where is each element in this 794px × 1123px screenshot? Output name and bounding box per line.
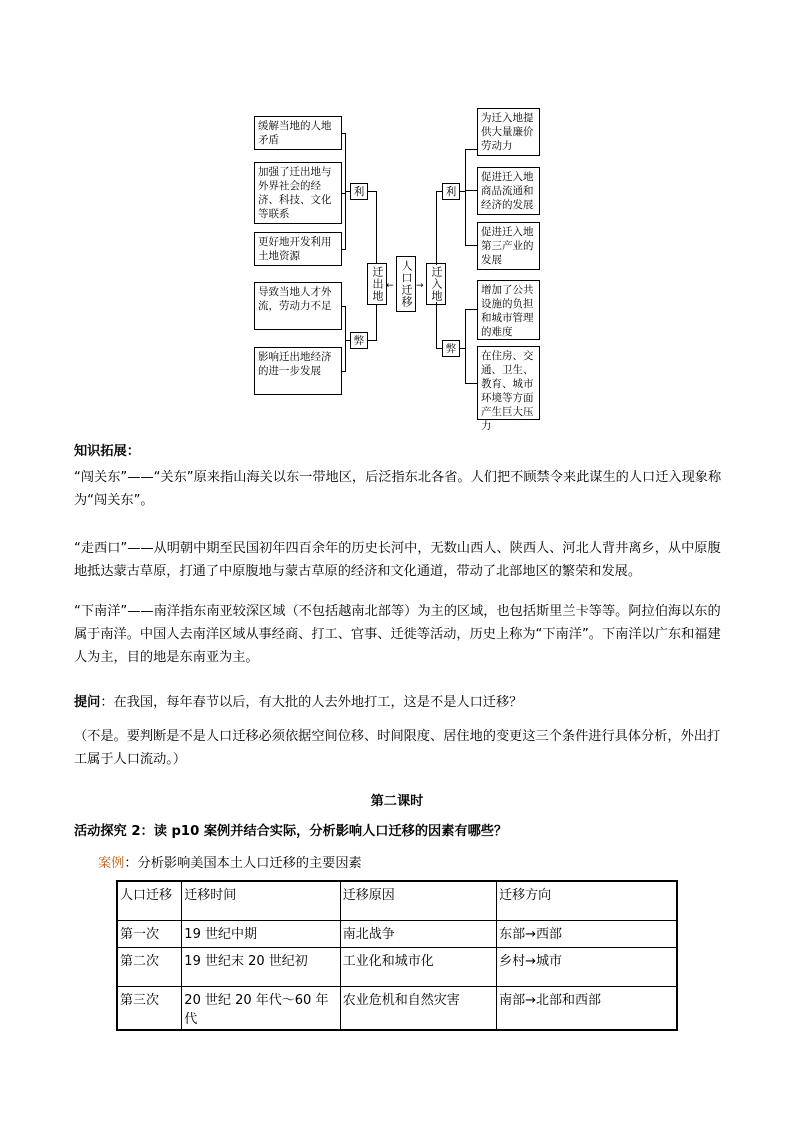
dest-pro-item-1: 为迁入地提供大量廉价劳动力 [477,108,540,156]
lesson2-title: 第二课时 [370,794,424,809]
table-cell: 工业化和城市化 [340,948,496,987]
answer: （不是。要判断是不是人口迁移必须依据空间位移、时间限度、居住地的变更这三个条件进行具体分析，外出打工属于人口流动。） [74,729,721,767]
table-cell: 19 世纪中期 [182,921,340,948]
center-label: 人口迁移 [396,256,416,312]
table-cell: 南部→北部和西部 [497,987,677,1031]
case-label: 案例 [98,856,125,871]
paragraph-zouxikou: “走西口”——从明朝中期至民国初年四百余年的历史长河中，无数山西人、陕西人、河北人背井离乡，从中原腹地抵达蒙古草原，打通了中原腹地与蒙古草原的经济和文化通道，带动了北部地区的繁荣和发展。 [74,541,721,579]
table-cell: 第一次 [117,921,182,948]
origin-pro-item-3: 更好地开发利用土地资源 [254,232,342,266]
question-label: 提问 [74,695,101,710]
table-header: 迁移原因 [340,881,496,921]
arrow-left: ← [386,281,394,291]
origin-con-label: 弊 [350,332,368,349]
dest-pro-item-2: 促进迁入地商品流通和经济的发展 [477,167,540,215]
migration-table [116,880,678,1031]
dest-label: 迁入地 [426,263,446,305]
table-cell: 第三次 [117,987,182,1031]
question [74,691,724,714]
table-cell: 东部→西部 [497,921,677,948]
table-header: 人口迁移 [117,881,182,921]
case-text: ：分析影响美国本土人口迁移的主要因素 [124,856,362,871]
table-cell: 农业危机和自然灾害 [340,987,496,1031]
origin-pro-item-1: 缓解当地的人地矛盾 [254,116,342,150]
origin-con-item-1: 导致当地人才外流，劳动力不足 [254,282,342,330]
dest-pro-label: 利 [442,183,460,200]
dest-con-item-2: 在住房、交通、卫生、教育、城市环境等方面产生巨大压力 [477,346,540,420]
knowledge-title: 知识拓展： [74,444,140,459]
table-cell: 南北战争 [340,921,496,948]
dest-con-label: 弊 [442,340,460,357]
table-row [117,948,677,987]
arrow-right: → [416,281,424,291]
dest-pro-item-3: 促进迁入地第三产业的发展 [477,222,540,270]
question-text: ：在我国，每年春节以后，有大批的人去外地打工，这是不是人口迁移？ [100,695,523,710]
table-header-row [117,881,677,921]
table-cell: 乡村→城市 [497,948,677,987]
origin-label: 迁出地 [367,263,387,305]
table-header: 迁移方向 [497,881,677,921]
table-cell: 19 世纪末 20 世纪初 [182,948,340,987]
paragraph-chuangguandong: “闯关东”——“关东”原来指山海关以东一带地区，后泛指东北各省。人们把不顾禁令来此谋生的人口迁入现象称为“闯关东”。 [74,470,722,508]
dest-con-item-1: 增加了公共设施的负担和城市管理的难度 [477,280,540,340]
origin-pro-label: 利 [350,183,368,200]
origin-con-item-2: 影响迁出地经济的进一步发展 [254,347,342,395]
table-cell: 第二次 [117,948,182,987]
table-row [117,987,677,1031]
table-row [117,921,677,948]
activity-title: 活动探究 2：读 p10 案例并结合实际，分析影响人口迁移的因素有哪些？ [74,824,508,839]
case-line [98,852,748,875]
paragraph-xianyang: “下南洋”——南洋指东南亚较深区域（不包括越南北部等）为主的区域，也包括斯里兰卡等等。阿拉伯海以东的属于南洋。中国人去南洋区域从事经商、打工、官事、迁徙等活动，历史上称为“下南洋”。下南洋以广东和福建人为主，目的地是东南亚为主。 [74,604,721,665]
origin-pro-item-2: 加强了迁出地与外界社会的经济、科技、文化等联系 [254,162,342,224]
table-cell: 20 世纪 20 年代～60 年代 [182,987,340,1031]
table-header: 迁移时间 [182,881,340,921]
